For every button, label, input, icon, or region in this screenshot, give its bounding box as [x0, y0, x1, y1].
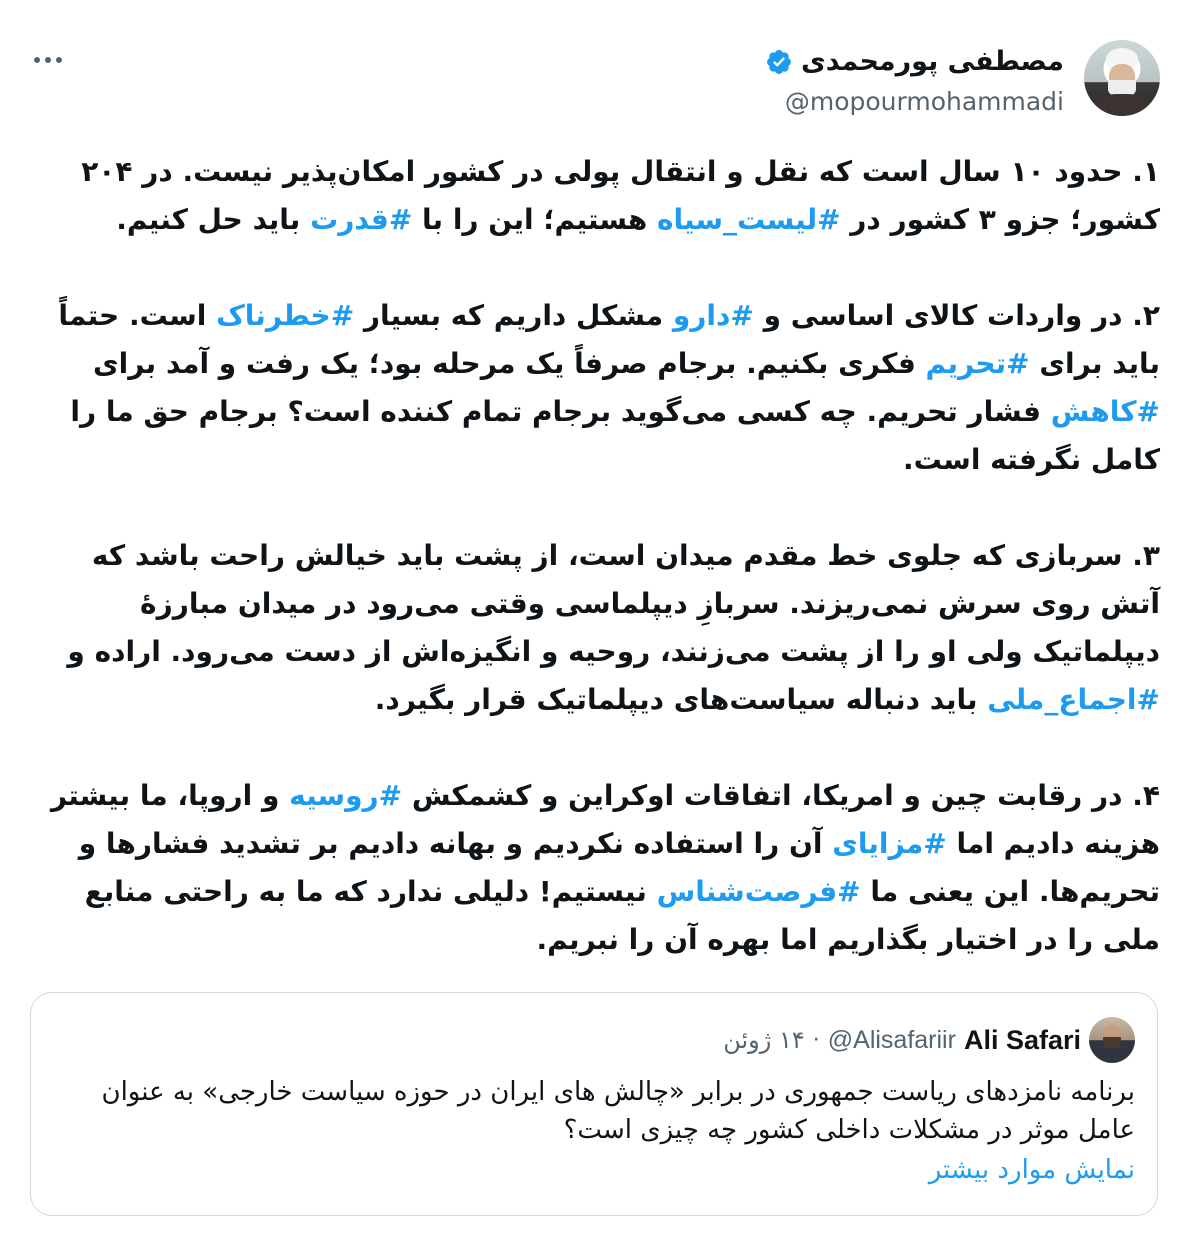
tweet-text-run: فشار تحریم. چه کسی می‌گوید برجام تمام کننده است؟ برجام حق ما را کامل نگرفته است.	[70, 395, 1160, 476]
tweet-text-run: ۱. حدود ۱۰ سال است که نقل و انتقال پولی در کشور امکان‌پذیر نیست. در ۲۰۴ کشور؛ جزو ۳ کشور در	[81, 155, 1160, 236]
tweet-paragraph	[28, 772, 1160, 964]
tweet-paragraph	[28, 292, 1160, 484]
hashtag-link[interactable]: #مزایای	[832, 827, 947, 860]
author-display-name[interactable]: مصطفی پورمحمدی	[801, 46, 1064, 77]
quoted-author-avatar	[1089, 1017, 1135, 1063]
tweet-text-run: ۳. سربازی که جلوی خط مقدم میدان است، از پشت باید خیالش راحت باشد که آتش روی سرش نمی‌ریزند. سربازِ دیپلماسی وقتی می‌رود در میدان مبارزۀ دیپلماتیک ولی او را از پشت می‌زنند، روحیه و انگیزه‌اش از دست می‌رود. اراده و	[67, 539, 1160, 668]
quoted-author-handle: @Alisafariir	[827, 1025, 956, 1054]
tweet-text-run: باید حل کنیم.	[116, 203, 311, 236]
author-avatar[interactable]	[1084, 40, 1160, 116]
tweet-paragraph	[28, 532, 1160, 724]
show-more-link[interactable]: نمایش موارد بیشتر	[928, 1155, 1135, 1185]
hashtag-link[interactable]: #قدرت	[310, 203, 413, 236]
tweet-text-run: مشکل داریم که بسیار	[354, 299, 673, 332]
author-name-row[interactable]	[765, 42, 1064, 82]
hashtag-link[interactable]: #اجماع_ملی	[987, 683, 1160, 716]
tweet-text-run: ۴. در رقابت چین و امریکا، اتفاقات اوکراین و کشمکش	[402, 779, 1160, 812]
tweet-text-run: هستیم؛ این را با	[412, 203, 658, 236]
quoted-tweet-text: برنامه نامزدهای ریاست جمهوری در برابر «چالش های ایران در حوزه سیاست خارجی» به عنوان عامل موثر در مشکلات داخلی کشور چه چیزی است؟	[101, 1077, 1135, 1145]
tweet-text	[28, 148, 1160, 1012]
tweet-text-run: است. حتماً باید برای	[58, 299, 1160, 380]
quoted-tweet-header	[723, 1017, 1135, 1063]
hashtag-link[interactable]: #لیست_سیاه	[657, 203, 841, 236]
tweet-header	[28, 40, 1160, 130]
tweet-text-run: نیستیم! دلیلی ندارد که ما به راحتی منابع ملی را در اختیار بگذاریم اما بهره آن را نبریم.	[84, 875, 1160, 956]
tweet-paragraph	[28, 148, 1160, 244]
author-handle[interactable]: @mopourmohammadi	[784, 87, 1064, 116]
author-info	[765, 42, 1064, 122]
hashtag-link[interactable]: #دارو	[672, 299, 754, 332]
tweet-text-run: ۲. در واردات کالای اساسی و	[753, 299, 1160, 332]
tweet-text-run: باید دنباله سیاست‌های دیپلماتیک قرار بگیرد.	[374, 683, 988, 716]
more-options-icon[interactable]	[34, 50, 70, 70]
tweet-text-run: فکری بکنیم. برجام صرفاً یک مرحله بود؛ یک رفت و آمد برای	[93, 347, 926, 380]
quoted-author-name: Ali Safari	[963, 1024, 1081, 1055]
hashtag-link[interactable]: #تحریم	[925, 347, 1030, 380]
hashtag-link[interactable]: #کاهش	[1050, 395, 1160, 428]
tweet-text-run: آن را استفاده نکردیم و بهانه دادیم بر تشدید فشارها و تحریم‌ها. این یعنی ما	[78, 827, 1160, 908]
tweet-text-run: و اروپا، ما بیشتر هزینه دادیم اما	[50, 779, 1160, 860]
quoted-date: ۱۴ ژوئن	[723, 1026, 805, 1054]
quoted-tweet[interactable]	[30, 992, 1158, 1216]
hashtag-link[interactable]: #فرصت‌شناس	[656, 875, 861, 908]
quoted-separator: ·	[812, 1027, 820, 1053]
hashtag-link[interactable]: #روسیه	[289, 779, 403, 812]
hashtag-link[interactable]: #خطرناک	[216, 299, 355, 332]
verified-badge-icon	[765, 48, 793, 76]
